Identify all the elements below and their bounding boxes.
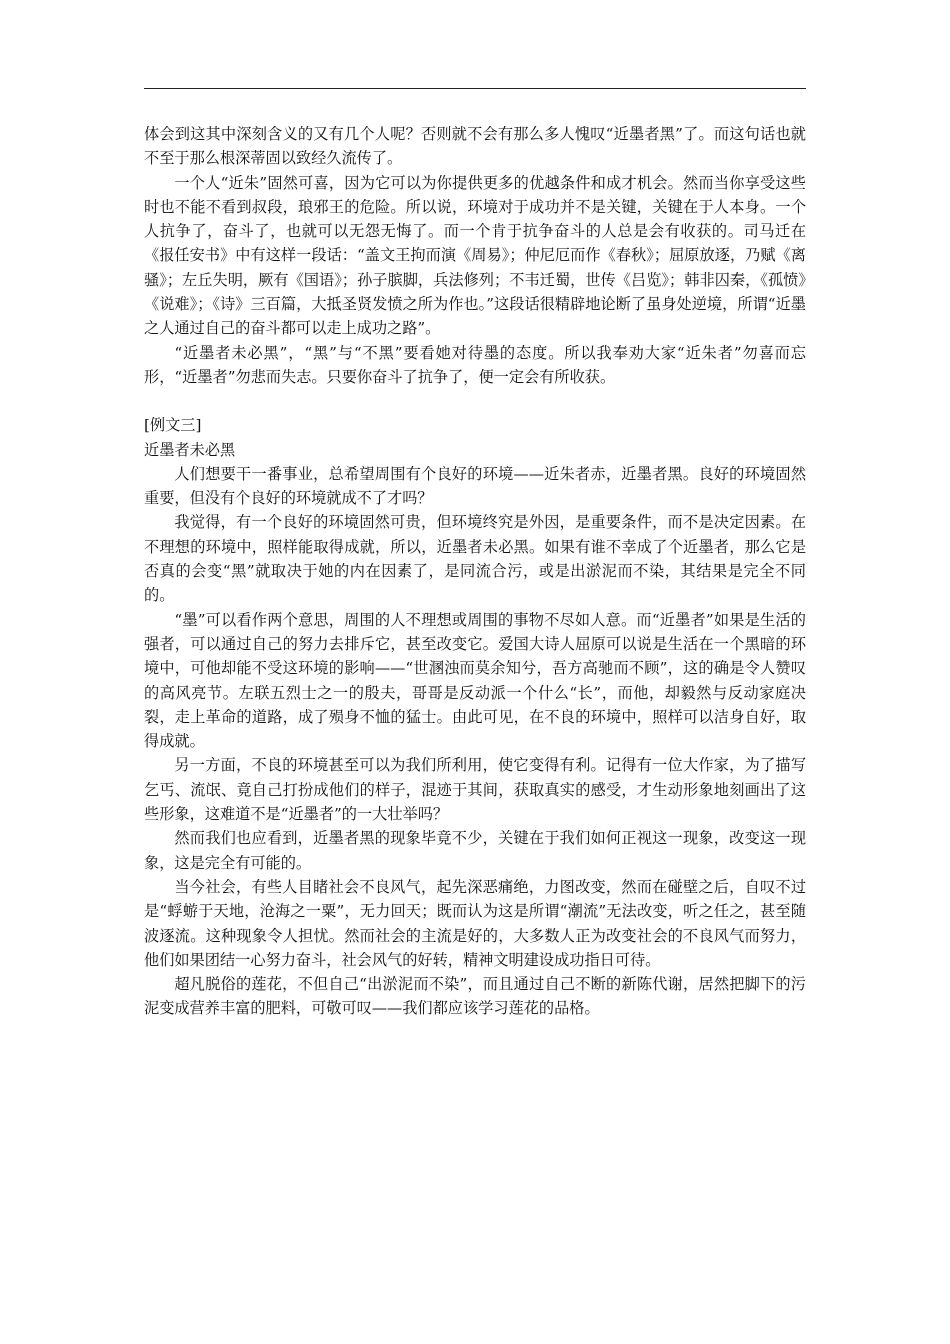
document-body [144,122,806,1021]
essay-title: 近墨者未必黑 [144,440,236,459]
example-label: [例文三] [144,416,202,435]
essay-paragraph: 另一方面，不良的环境甚至可以为我们所利用，使它变得有利。记得有一位大作家，为了描写乞丐、流氓、竟自己打扮成他们的样子，混迹于其间，获取真实的感受，才生动形象地刻画出了这些形象，这难道不是“近墨者”的一大壮举吗？ [144,756,806,824]
body-paragraph: 体会到这其中深刻含义的又有几个人呢？否则就不会有那么多人愧叹“近墨者黑”了。而这句话也就不至于那么根深蒂固以致经久流传了。 [144,125,806,168]
body-paragraph: 一个人“近朱”固然可喜，因为它可以为你提供更多的优越条件和成才机会。然而当你享受这些时也不能不看到叔段，琅邪王的危险。所以说，环境对于成功并不是关键，关键在于人本身。一个人抗争了，奋斗了，也就可以无怨无悔了。而一个肯于抗争奋斗的人总是会有收获的。司马迁在《报任安书》中有这样一段话：“盖文王拘而演《周易》；仲尼厄而作《春秋》；屈原放逐，乃赋《离骚》；左丘失明，厥有《国语》；孙子膑脚，兵法修列；不韦迁蜀，世传《吕览》；韩非囚秦，《孤愤》《说难》；《诗》三百篇，大抵圣贤发愤之所为作也。”这段话很精辟地论断了虽身处逆境，所谓“近墨之人通过自己的奋斗都可以走上成功之路”。 [144,173,806,338]
body-paragraph: “近墨者未必黑”，“黑”与“不黑”要看她对待墨的态度。所以我奉劝大家“近朱者”勿喜而忘形，“近墨者”勿悲而失志。只要你奋斗了抗争了，便一定会有所收获。 [144,343,806,386]
essay-paragraph: “墨”可以看作两个意思，周围的人不理想或周围的事物不尽如人意。而“近墨者”如果是生活的强者，可以通过自己的努力去排斥它，甚至改变它。爱国大诗人屈原可以说是生活在一个黑暗的环境中，可他却能不受这环境的影响——“世溷浊而莫余知兮，吾方高驰而不顾”，这的确是令人赞叹的高风亮节。左联五烈士之一的殷夫，哥哥是反动派一个什么“长”，而他，却毅然与反动家庭决裂，走上革命的道路，成了殒身不恤的猛士。由此可见，在不良的环境中，照样可以洁身自好，取得成就。 [144,610,806,751]
essay-paragraph: 然而我们也应看到，近墨者黑的现象毕竟不少，关键在于我们如何正视这一现象，改变这一现象，这是完全有可能的。 [144,829,806,872]
section-spacer [144,389,806,413]
essay-paragraph: 超凡脱俗的莲花，不但自己“出淤泥而不染”，而且通过自己不断的新陈代谢，居然把脚下的污泥变成营养丰富的肥料，可敬可叹——我们都应该学习莲花的品格。 [144,975,806,1018]
header-rule [144,88,806,89]
essay-paragraph: 人们想要干一番事业，总希望周围有个良好的环境——近朱者赤，近墨者黑。良好的环境固然重要，但没有个良好的环境就成不了才吗？ [144,464,806,508]
essay-paragraph: 我觉得，有一个良好的环境固然可贵，但环境终究是外因，是重要条件，而不是决定因素。在不理想的环境中，照样能取得成就，所以，近墨者未必黑。如果有谁不幸成了个近墨者，那么它是否真的会变“黑”就取决于她的内在因素了，是同流合污，或是出淤泥而不染，其结果是完全不同的。 [144,513,806,605]
essay-paragraph: 当今社会，有些人目睹社会不良风气，起先深恶痛绝，力图改变，然而在碰壁之后，自叹不过是“蜉蝣于天地，沧海之一粟”，无力回天；既而认为这是所谓“潮流”无法改变，听之任之，甚至随波逐流。这种现象令人担忧。然而社会的主流是好的，大多数人正为改变社会的不良风气而努力，他们如果团结一心努力奋斗，社会风气的好转，精神文明建设成功指日可待。 [144,877,806,969]
